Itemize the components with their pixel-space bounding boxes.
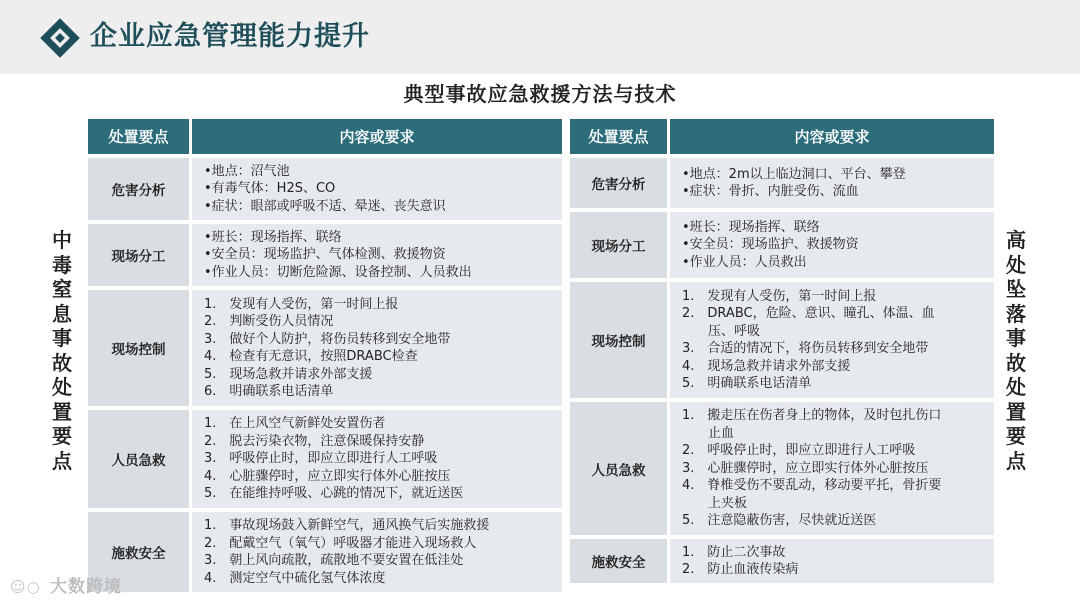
header-bar: [0, 0, 1080, 74]
row-label: 现场分工: [88, 224, 192, 286]
column-header-content: 内容或要求: [670, 119, 994, 154]
row-content: •地点：沼气池 •有毒气体：H2S、CO •症状：眼部或呼吸不适、晕迷、丧失意识: [192, 158, 562, 220]
column-header-key-point: 处置要点: [88, 119, 192, 154]
column-header-content: 内容或要求: [192, 119, 562, 154]
row-content: 1. 发现有人受伤，第一时间上报 2. 判断受伤人员情况 3. 做好个人防护，将伤员转移到安全地带 4. 检查有无意识，按照DRABC检查 5. 现场急救并请求外部支援 6. 明确联系电话清单: [192, 290, 562, 406]
row-label: 施救安全: [88, 512, 192, 592]
row-label: 人员急救: [88, 410, 192, 508]
table-row: [570, 539, 994, 583]
row-label: 人员急救: [570, 402, 670, 535]
row-label: 现场控制: [570, 282, 670, 398]
side-label-right: 高 处 坠 落 事 故 处 置 要 点: [1006, 228, 1026, 473]
table-header-row: [88, 119, 562, 154]
table-row: [570, 282, 994, 398]
row-label: 现场分工: [570, 212, 670, 278]
table-row: [570, 212, 994, 278]
row-label: 危害分析: [570, 158, 670, 208]
row-label: 危害分析: [88, 158, 192, 220]
row-content: •班长：现场指挥、联络 •安全员：现场监护、救援物资 •作业人员：人员救出: [670, 212, 994, 278]
poisoning-table: [88, 115, 562, 596]
table-row: [570, 158, 994, 208]
diamond-logo-icon: [40, 18, 80, 58]
section-subtitle: 典型事故应急救援方法与技术: [403, 82, 677, 106]
row-content: 1. 在上风空气新鲜处安置伤者 2. 脱去污染衣物，注意保暖保持安静 3. 呼吸停止时，即应立即进行人工呼吸 4. 心脏骤停时，应立即实行体外心脏按压 5. 在能维持呼吸、心跳的情况下，就近送医: [192, 410, 562, 508]
row-content: •班长：现场指挥、联络 •安全员：现场监护、气体检测、救援物资 •作业人员：切断危险源、设备控制、人员救出: [192, 224, 562, 286]
row-content: •地点：2m以上临边洞口、平台、攀登 •症状：骨折、内脏受伤、流血: [670, 158, 994, 208]
watermark: ☺○ 大数跨境: [10, 577, 122, 597]
row-label: 施救安全: [570, 539, 670, 583]
table-row: [88, 290, 562, 406]
row-content: 1. 事故现场鼓入新鲜空气，通风换气后实施救援 2. 配戴空气（氧气）呼吸器才能进入现场救人 3. 朝上风向疏散，疏散地不要安置在低洼处 4. 测定空气中硫化氢气体浓度: [192, 512, 562, 592]
table-row: [570, 402, 994, 535]
watermark-logo-icon: ☺○: [10, 578, 41, 596]
table-row: [88, 512, 562, 592]
row-content: 1. 防止二次事故 2. 防止血液传染病: [670, 539, 994, 583]
table-row: [88, 410, 562, 508]
row-content: 1. 发现有人受伤，第一时间上报 2. DRABC，危险、意识、瞳孔、体温、血 压、呼吸 3. 合适的情况下，将伤员转移到安全地带 4. 现场急救并请求外部支援 5. 明确联系电话清单: [670, 282, 994, 398]
row-content: 1. 搬走压在伤者身上的物体，及时包扎伤口 止血 2. 呼吸停止时，即应立即进行人工呼吸 3. 心脏骤停时，应立即实行体外心脏按压 4. 脊椎受伤不要乱动，移动要平托，骨折要 上夹板 5. 注意隐蔽伤害，尽快就近送医: [670, 402, 994, 535]
table-row: [88, 158, 562, 220]
page-title: 企业应急管理能力提升: [90, 21, 370, 52]
table-row: [88, 224, 562, 286]
column-header-key-point: 处置要点: [570, 119, 670, 154]
table-header-row: [570, 119, 994, 154]
side-label-left: 中 毒 窒 息 事 故 处 置 要 点: [52, 228, 72, 473]
row-label: 现场控制: [88, 290, 192, 406]
fall-table: [570, 115, 994, 587]
